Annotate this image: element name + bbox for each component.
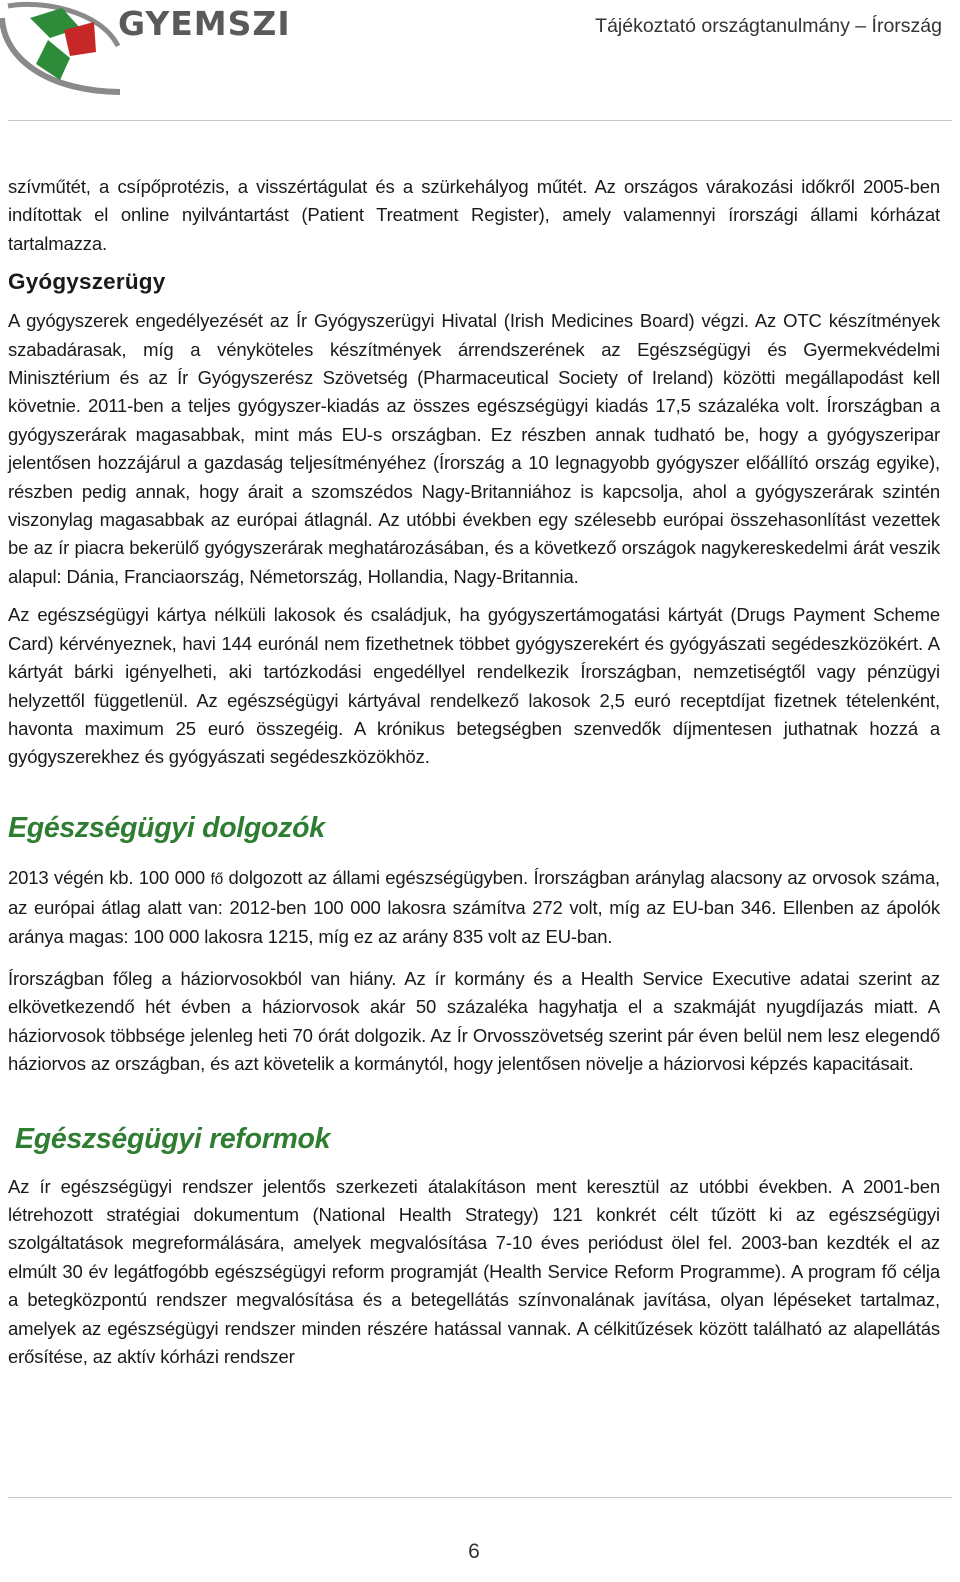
logo-emblem-icon	[0, 0, 120, 100]
document-body	[8, 173, 940, 1371]
footer-divider	[8, 1497, 952, 1498]
workforce-text-start: 2013 végén kb. 100 000	[8, 866, 211, 888]
workforce-text-rest: dolgozott az állami egészségügyben. Írországban aránylag alacsony az orvosok száma, az európai átlag alatt van: 2012-ben 100 000 lakosra számítva 272 volt, míg az EU-ban 346. Ellenben az ápolók aránya magas: 100 000 lakosra 1215, míg ez az arány 835 volt az EU-ban.	[8, 866, 940, 947]
heading-health-reforms: Egészségügyi reformok	[15, 1122, 331, 1155]
paragraph-drug-payment-scheme: Az egészségügyi kártya nélküli lakosok és családjuk, ha gyógyszertámogatási kártyát (Drugs Payment Scheme Card) kérvényeznek, havi 144 eurónál nem fizethetnek többet gyógyszerekért és gyógyászati segédeszközökért. A kártyát bárki igényelheti, aki tartózkodási engedéllyel rendelkezik Írországban, nemzetiségtől vagy pénzügyi helyzettől függetlenül. Az egészségügyi kártyával rendelkező lakosok 2,5 euró receptdíjat fizetnek tételenként, havonta maximum 25 euró összegéig. A krónikus betegségben szenvedők díjmentesen juthatnak hozzá a gyógyszerekhez és gyógyászati segédeszközökhöz.	[8, 604, 940, 768]
gyemszi-logo	[0, 0, 300, 100]
heading-pharmaceuticals: Gyógyszerügy	[8, 269, 166, 295]
header-divider	[8, 120, 952, 121]
page-header	[0, 0, 960, 120]
paragraph-gp-shortage: Írországban főleg a háziorvosokból van hiány. Az ír kormány és a Health Service Executive adatai szerint az elkövetkezendő hét évben a háziorvosok akár 50 százaléka hagyhatja el a szakmáját nyugdíjazás miatt. A háziorvosok többsége jelenleg heti 70 órát dolgozik. Az Ír Orvosszövetség szerint pár éven belül nem lesz elegendő háziorvos az országban, és azt követelik a kormánytól, hogy jelentősen növelje a háziorvosi képzés kapacitásait.	[8, 967, 940, 1075]
running-header-title: Tájékoztató országtanulmány – Írország	[595, 15, 942, 37]
page-number: 6	[468, 1540, 480, 1563]
paragraph-waiting-lists: szívműtét, a csípőprotézis, a visszértágulat és a szürkehályog műtét. Az országos várakozási időkről 2005-ben indítottak el online nyilvántartást (Patient Treatment Register), amely valamennyi írországi állami kórházat tartalmazza.	[8, 176, 940, 254]
paragraph-drug-approval: A gyógyszerek engedélyezését az Ír Gyógyszerügyi Hivatal (Irish Medicines Board) végzi. Az OTC készítmények szabadárasak, míg a vényköteles készítmények árrendszerének az Egészségügyi és Gyermekvédelmi Minisztérium és az Ír Gyógyszerész Szövetség (Pharmaceutical Society of Ireland) közötti megállapodást kell követnie. 2011-ben a teljes gyógyszer-kiadás az összes egészségügyi kiadás 17,5 százaléka volt. Írországban a gyógyszerárak magasabbak, mint más EU-s országban. Ez részben annak tudható be, hogy a gyógyszeripar jelentősen hozzájárul a gazdaság teljesítményéhez (Írország a 10 legnagyobb gyógyszer előállító ország egyike), részben pedig annak, hogy árait a szomszédos Nagy-Britanniához is kapcsolja, ahol a gyógyszerárak szintén viszonylag magasabbak az európai átlagnál. Az utóbbi években egy szélesebb európai összehasonlítást vezettek be az ír piacra bekerülő gyógyszerárak meghatározásában, és a következő országok nagykereskedelmi árát veszik alapul: Dánia, Franciaország, Németország, Hollandia, Nagy-Britannia.	[8, 310, 940, 587]
workforce-unit: fő	[210, 870, 224, 888]
heading-health-workers: Egészségügyi dolgozók	[8, 811, 325, 844]
logo-wordmark: GYEMSZI	[118, 4, 291, 43]
paragraph-reforms: Az ír egészségügyi rendszer jelentős szerkezeti átalakításon ment keresztül az utóbbi években. A 2001-ben létrehozott stratégiai dokumentum (National Health Strategy) 121 konkrét célt tűzött ki az egészségügyi szolgáltatások megreformálására, amelyek megvalósítása 7-10 éves periódust ölel fel. 2003-ban kezdték el az elmúlt 30 év legátfogóbb egészségügyi reform programját (Health Service Reform Programme). A program fő célja a betegközpontú rendszer megvalósítása és a betegellátás színvonalának javítása, olyan lépéseket tartalmaz, amelyek az egészségügyi rendszer minden részére hatással vannak. A célkitűzések között található az alapellátás erősítése, az aktív kórházi rendszer	[8, 1175, 940, 1367]
paragraph-workforce	[8, 864, 940, 951]
